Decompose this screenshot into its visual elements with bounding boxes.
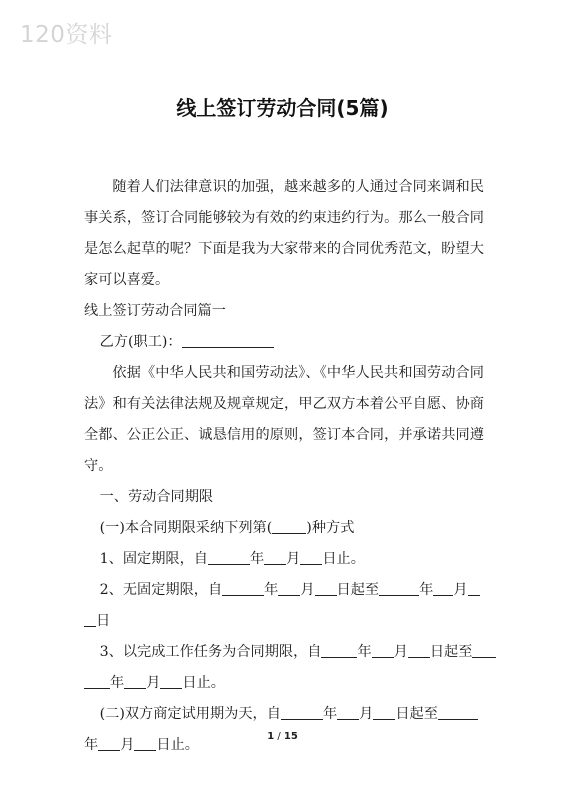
item1-line <box>84 544 484 575</box>
clause1-sub2-text-g: 日止。 <box>156 737 199 753</box>
page-current: 1 <box>267 731 275 742</box>
item1-month-blank <box>264 549 286 565</box>
clause1-sub1-text-b: )种方式 <box>306 520 355 536</box>
clause1-sub1-text-a: (一)本合同期限采纳下列第( <box>99 520 273 536</box>
item2-text-d: 日起至 <box>336 582 380 598</box>
item2-end-year-blank <box>379 580 419 596</box>
clause1-sub2-text-a: (二)双方商定试用期为天，自 <box>99 706 281 722</box>
item3-year-blank <box>321 642 357 658</box>
clause1-sub2-day-blank <box>373 704 395 720</box>
page-separator: / <box>274 731 284 742</box>
item2-text-e: 年 <box>419 582 434 598</box>
item1-day-blank <box>300 549 322 565</box>
item2-end-day-blank-a <box>468 580 480 596</box>
item3-text-e: 年 <box>110 675 125 691</box>
item2-text-b: 年 <box>264 582 279 598</box>
item3-text-d: 日起至 <box>429 644 473 660</box>
item3-end-month-blank <box>124 673 146 689</box>
item3-line <box>84 637 484 668</box>
item3-text-c: 月 <box>393 644 408 660</box>
item3-month-blank <box>372 642 394 658</box>
item2-month-blank <box>278 580 300 596</box>
document-body <box>84 172 484 761</box>
item3-end-year-blank-a <box>472 642 496 658</box>
item2-text-a: 2、无固定期限，自 <box>99 582 223 598</box>
item2-text-f: 月 <box>453 582 468 598</box>
party-b-line <box>84 327 484 358</box>
item2-text-g: 日 <box>96 613 111 629</box>
item2-end-day-blank-b <box>84 611 96 627</box>
document-title: 线上签订劳动合同(5篇) <box>176 96 389 120</box>
item3-line-cont <box>84 668 484 699</box>
item3-end-day-blank <box>160 673 182 689</box>
item3-end-year-blank-b <box>84 673 110 689</box>
item2-end-month-blank <box>433 580 453 596</box>
clause1-sub1 <box>84 513 484 544</box>
clause1-sub2-text-d: 日起至 <box>395 706 438 722</box>
item2-line-cont <box>84 606 484 637</box>
item1-text-b: 年 <box>249 551 265 567</box>
page-total: 15 <box>283 731 298 742</box>
item3-text-a: 3、以完成工作任务为合同期限，自 <box>99 644 322 660</box>
clause1-sub2-end-year-blank <box>438 704 478 720</box>
item1-text-c: 月 <box>286 551 301 567</box>
intro-paragraph: 随着人们法律意识的加强，越来越多的人通过合同来调和民事关系，签订合同能够较为有效的约束违约行为。那么一般合同是怎么起草的呢？下面是我为大家带来的合同优秀范文，盼望大家可以喜爱。 <box>84 179 484 288</box>
page-number <box>0 731 565 742</box>
clause1-sub2-text-f: 月 <box>120 737 135 753</box>
section-title: 线上签订劳动合同篇一 <box>84 303 226 319</box>
party-b-label: 乙方(职工)： <box>99 334 182 350</box>
item3-day-blank <box>408 642 430 658</box>
clause1-sub2-text-e: 年 <box>84 737 99 753</box>
clause1-sub1-blank <box>272 518 306 534</box>
item3-text-f: 月 <box>146 675 161 691</box>
item1-year-blank <box>208 549 250 565</box>
clause1-sub2-text-c: 月 <box>359 706 374 722</box>
item3-text-g: 日止。 <box>182 675 225 691</box>
item2-year-blank <box>222 580 264 596</box>
watermark-logo: 120资料 <box>20 22 113 48</box>
item2-line <box>84 575 484 606</box>
clause1-sub2-line <box>84 699 484 730</box>
clause1-sub2-text-b: 年 <box>322 706 338 722</box>
clause1-sub2-month-blank <box>337 704 359 720</box>
clause1-sub2-year-blank <box>281 704 323 720</box>
clause1-title: 一、劳动合同期限 <box>99 489 214 505</box>
basis-paragraph: 依据《中华人民共和国劳动法》、《中华人民共和国劳动合同法》和有关法律法规及规章规定，甲乙双方本着公平自愿、协商全都、公正公正、诚恳信用的原则，签订本合同，并承诺共同遵守。 <box>84 365 484 474</box>
item2-day-blank <box>315 580 337 596</box>
item2-text-c: 月 <box>300 582 315 598</box>
item1-text-a: 1、固定期限，自 <box>99 551 208 567</box>
party-b-blank <box>182 332 274 348</box>
item1-text-d: 日止。 <box>322 551 365 567</box>
item3-text-b: 年 <box>357 644 372 660</box>
